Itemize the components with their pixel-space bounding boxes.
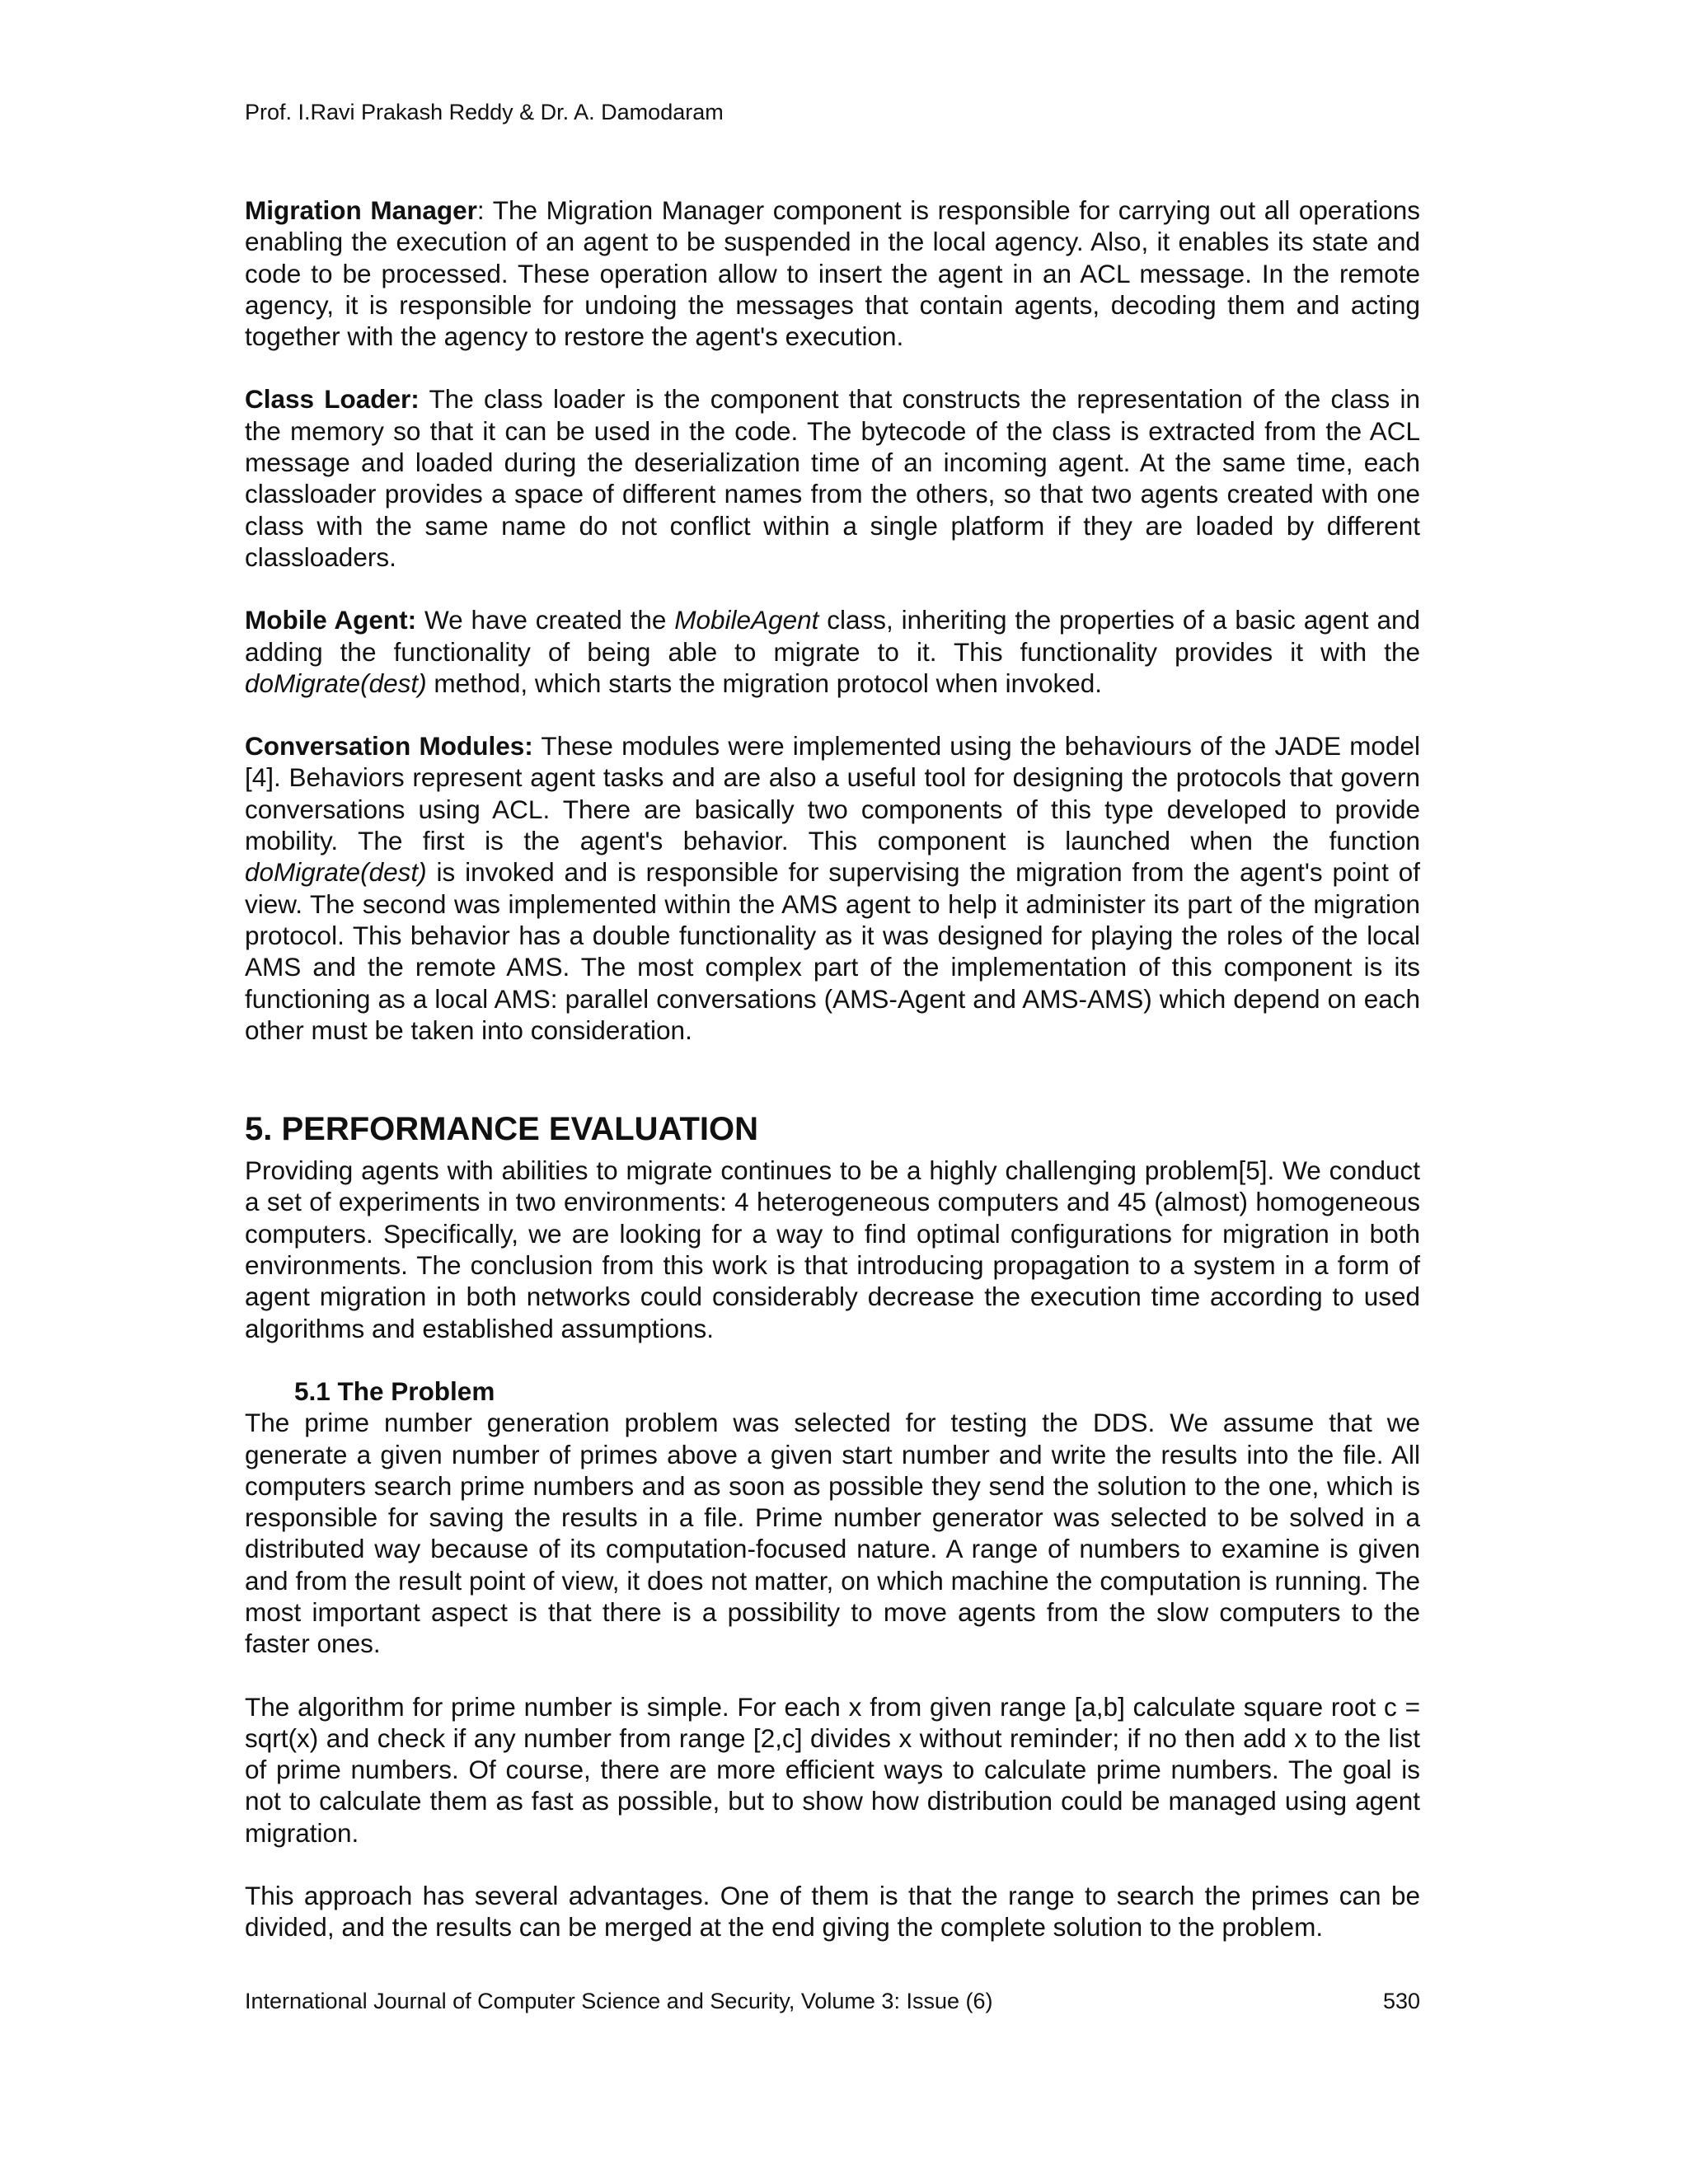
subsection-title: 5.1 The Problem [294, 1376, 495, 1406]
term-mobile-agent: Mobile Agent: [245, 605, 417, 635]
paragraph-problem-3: This approach has several advantages. One of them is that the range to search the primes can be divided, and the results can be merged at the end giving the complete solution to the problem. [245, 1881, 1420, 1943]
paragraph-text: These modules were implemented using the behaviours of the JADE model [4]. Behaviors represent agent tasks and are also a useful tool for designing the protocols that govern conversations using ACL. There are basically two components of this type developed to provide mobility. The first is the agent's behavior. This component is launched when the function [245, 731, 1420, 856]
paragraph-problem-2: The algorithm for prime number is simple. For each x from given range [a,b] calculate square root c = sqrt(x) and check if any number from range [2,c] divides x without reminder; if no then add x to the list of prime numbers. Of course, there are more efficient ways to calculate prime numbers. The goal is not to calculate them as fast as possible, but to show how distribution could be managed using agent migration. [245, 1691, 1420, 1848]
paragraph-section-intro: Providing agents with abilities to migrate continues to be a highly challenging problem[5]. We conduct a set of experiments in two environments: 4 heterogeneous computers and 45 (almost) homogeneous computers. Specifically, we are looking for a way to find optimal configurations for migration in both environments. The conclusion from this work is that introducing propagation to a system in a form of agent migration in both networks could considerably decrease the execution time according to used algorithms and established assumptions. [245, 1155, 1420, 1343]
code-mobile-agent-class: MobileAgent [674, 605, 819, 635]
paragraph-conversation-modules [245, 730, 1420, 1046]
paragraph-migration-manager [245, 194, 1420, 352]
paragraph-mobile-agent [245, 604, 1420, 699]
term-conversation-modules: Conversation Modules: [245, 731, 533, 762]
term-migration-manager: Migration Manager [245, 195, 477, 225]
paragraph-text: class, inheriting the properties of a basic agent and adding the functionality of being able to migrate to it. This functionality provides it with the [245, 605, 1421, 667]
page-body [245, 194, 1420, 1943]
paragraph-text: is invoked and is responsible for supervising the migration from the agent's point of view. The second was implemented within the AMS agent to help it administer its part of the migration protocol. This behavior has a double functionality as it was designed for playing the roles of the local AMS and the remote AMS. The most complex part of the implementation of this component is its functioning as a local AMS: parallel conversations (AMS-Agent and AMS-AMS) which depend on each other must be taken into consideration. [245, 857, 1420, 1045]
paragraph-text: : The Migration Manager component is responsible for carrying out all operations enabling the execution of an agent to be suspended in the local agency. Also, it enables its state and code to be processed. These operation allow to insert the agent in an ACL message. In the remote agency, it is responsible for undoing the messages that contain agents, decoding them and acting together with the agency to restore the agent's execution. [245, 195, 1420, 352]
paragraph-text: We have created the [416, 605, 675, 635]
paragraph-text: method, which starts the migration protocol when invoked. [426, 668, 1103, 698]
paragraph-class-loader [245, 383, 1420, 573]
footer-journal: International Journal of Computer Science and Security, Volume 3: Issue (6) [245, 1989, 993, 2013]
running-footer [245, 1986, 1420, 2016]
code-domigrate-method: doMigrate(dest) [245, 668, 427, 698]
paragraph-problem-1: The prime number generation problem was selected for testing the DDS. We assume that we generate a given number of primes above a given start number and write the results into the file. All computers search prime numbers and as soon as possible they send the solution to the one, which is responsible for saving the results in a file. Prime number generator was selected to be solved in a distributed way because of its computation-focused nature. A range of numbers to examine is given and from the result point of view, it does not matter, on which machine the computation is running. The most important aspect is that there is a possibility to move agents from the slow computers to the faster ones. [245, 1408, 1420, 1659]
section-title: 5. PERFORMANCE EVALUATION [245, 1111, 758, 1148]
code-domigrate-method: doMigrate(dest) [245, 857, 427, 888]
running-header: Prof. I.Ravi Prakash Reddy & Dr. A. Damodaram [245, 100, 724, 124]
footer-page-number: 530 [1382, 1989, 1420, 2013]
term-class-loader: Class Loader: [245, 384, 420, 415]
paragraph-text: The class loader is the component that constructs the representation of the class in the memory so that it can be used in the code. The bytecode of the class is extracted from the ACL message and loaded during the deserialization time of an incoming agent. At the same time, each classloader provides a space of different names from the others, so that two agents created with one class with the same name do not conflict within a single platform if they are loaded by different classloaders. [245, 384, 1420, 572]
